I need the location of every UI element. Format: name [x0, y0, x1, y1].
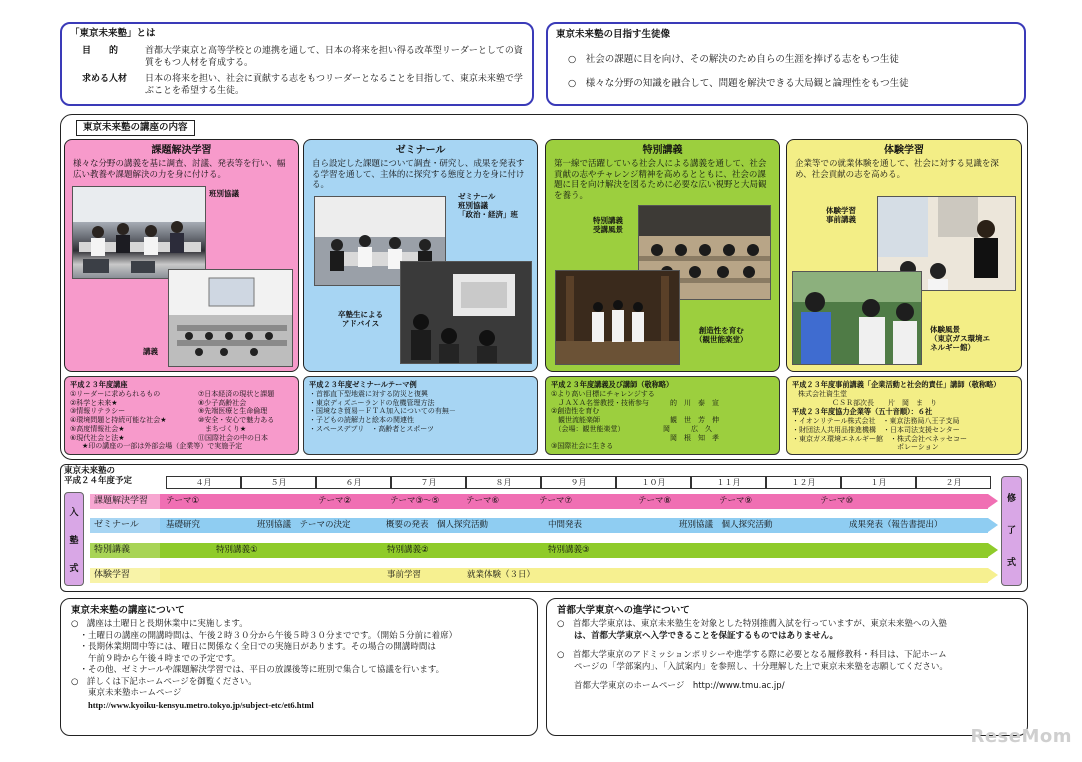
seminar-outline-presentation: 概要の発表 個人探究活動 [386, 520, 489, 530]
tmu-admission-line-1: ○ 首都大学東京は、東京未来塾生を対象とした特別推薦入試を行っていますが、東京未来塾への入塾 [557, 619, 947, 630]
tokubetsu-lecture-3-schedule: 特別講義③ [548, 545, 590, 555]
month-feb: ２月 [916, 476, 991, 489]
kadai-theme-8: テーマ⑧ [638, 496, 672, 506]
kadai-course-7: ⑦日本経済の現状と課題 [198, 389, 275, 398]
tokubetsu-lecture-2-lecturer-1: 観世流能楽師 観 世 芳 伸 [551, 416, 719, 424]
entry-ceremony-label [64, 492, 84, 586]
purpose-label: 目 的 [82, 46, 119, 56]
kadai-sub-title: 平成２３年度講座 [70, 380, 128, 389]
kadai-theme-2: テーマ② [318, 496, 352, 506]
seminar-basic-research: 基礎研究 [166, 520, 201, 530]
tmu-homepage-link[interactable]: 首都大学東京のホームページ http://www.tmu.ac.jp/ [557, 681, 785, 692]
kadai-photo-2 [168, 269, 293, 367]
course-info-line-1: ○ 講座は土曜日と長期休業中に実施します。 [71, 619, 248, 630]
tmu-admission-line-2: は、首都大学東京へ入学できることを保証するものではありません。 [557, 630, 839, 641]
tokubetsu-caption-1-line1: 特別講義 [593, 216, 623, 225]
seminar-caption-2-line1: 卒塾生による [338, 310, 383, 319]
tokubetsu-caption-2-line1: 創造性を育む [698, 326, 744, 335]
tokubetsu-title: 特別講義 [642, 145, 683, 156]
taiken-subbox [786, 376, 1022, 455]
tokubetsu-lecture-1: ①より高い目標にチャレンジする [551, 389, 655, 398]
kadai-desc: 様々な分野の講義を基に調査、討議、発表等を行い、幅広い教養や課題解決の力を身に付ける。 [73, 159, 286, 180]
kadai-course-2: ②科学と未来★ [70, 398, 118, 407]
schedule-title [64, 466, 132, 486]
kadai-sub-note: ★印の講座の一部は外部会場（企業等）で実施予定 [82, 442, 243, 451]
kadai-course-10: ⑩安全・安心で魅力ある [198, 416, 275, 424]
kadai-title: 課題解決学習 [151, 145, 212, 156]
kadai-theme-10: テーマ⑩ [820, 496, 854, 506]
kadai-course-10b: まちづくり★ [198, 424, 247, 433]
month-sep: ９月 [541, 476, 616, 489]
seminar-photo-2-presentation [401, 262, 532, 364]
seminar-caption-1-line3: 「政治・経済」班 [458, 210, 518, 219]
row-label-taiken: 体験学習 [90, 568, 160, 583]
tokubetsu-caption-2-line2: （観世能楽堂） [695, 335, 748, 344]
kadai-timeline-bar [160, 494, 988, 509]
seminar-midterm: 中間発表 [548, 520, 583, 530]
kadai-course-5: ⑤高度情報社会★ [70, 424, 125, 433]
ideal-item-1: ○ 社会の課題に目を向け、その解決のため自らの生涯を捧げる志をもつ生徒 [568, 54, 899, 65]
tmu-admission-line-3: ○ 首都大学東京のアドミッションポリシーや進学する際に必要となる履修教科・科目は、下記ホーム [557, 650, 947, 661]
kadai-course-8: ⑧少子高齢社会 [198, 398, 247, 407]
schedule-title-line2: 平成２４年度予定 [64, 476, 133, 487]
kadai-theme-3-5: テーマ③～⑤ [390, 496, 440, 506]
tokubetsu-lecture-2-lecturer-3: 岡 根 知 孝 [551, 433, 719, 442]
talent-text: 日本の将来を担い、社会に貢献する志をもつリーダーとなることを目指して、東京未来塾で学ぶことを希望する生徒。 [145, 74, 523, 96]
kadai-photo-1-figures [73, 187, 206, 279]
taiken-pre-study: 事前学習 [387, 570, 422, 580]
month-oct: １０月 [616, 476, 691, 489]
tokubetsu-lecture-2-lecturer-2: （会場：観世能楽堂） 岡 広 久 [551, 424, 712, 433]
taiken-sub-lecturer: ＣＳＲ部次長 片 岡 ま り [832, 398, 937, 407]
seminar-caption-1-line2: 班別協議 [458, 201, 488, 210]
schedule-title-line1: 東京未来塾の [64, 466, 116, 476]
tokubetsu-caption-1-line2: 受講風景 [593, 225, 623, 234]
tokubetsu-caption-1 [593, 216, 623, 234]
month-apr: ４月 [166, 476, 241, 489]
taiken-title: 体験学習 [884, 145, 924, 156]
kadai-photo-2-classroom [169, 270, 293, 367]
talent-label: 求める人材 [82, 74, 128, 84]
kadai-theme-6: テーマ⑥ [466, 496, 500, 506]
taiken-caption-1-line2: 事前講義 [826, 215, 856, 224]
seminar-theme-1: ・首都直下型地震に対する防災と復興 [309, 389, 428, 398]
entry-char-1: 入 [69, 508, 79, 518]
course-info-line-3: ・長期休業期間中等には、曜日に関係なく全日での実施日があります。その場合の開講時間は [71, 642, 436, 653]
completion-ceremony-label [1001, 476, 1022, 586]
seminar-theme-3: ・国境なき貿易－ＦＴＡ加入についての有無－ [309, 407, 456, 416]
month-nov: １１月 [691, 476, 766, 489]
kadai-course-3: ③情報リテラシー [70, 407, 126, 416]
tokubetsu-lecture-1-schedule: 特別講義① [216, 545, 258, 555]
kadai-theme-9: テーマ⑨ [719, 496, 753, 506]
taiken-caption-1-line1: 体験学習 [826, 206, 856, 215]
tokubetsu-sub-title: 平成２３年度講義及び講師（敬称略） [551, 380, 674, 389]
row-label-seminar: ゼミナール [90, 518, 160, 533]
tokubetsu-subbox [545, 376, 780, 455]
seminar-sub-title: 平成２３年度ゼミナールテーマ例 [309, 380, 417, 389]
tokubetsu-photo-2 [555, 270, 680, 365]
month-jun: ６月 [316, 476, 391, 489]
kadai-caption-2: 講義 [143, 347, 158, 356]
seminar-theme-decision: 班別協議 テーマの決定 [257, 520, 351, 530]
month-may: ５月 [241, 476, 316, 489]
seminar-theme-4: ・子どもの読解力と絵本の関連性 [309, 416, 414, 424]
seminar-subbox [303, 376, 538, 455]
month-jul: ７月 [391, 476, 466, 489]
month-aug: ８月 [466, 476, 541, 489]
tmu-admission-title: 首都大学東京への進学について [557, 605, 690, 616]
taiken-caption-2 [930, 325, 990, 352]
ideal-student-title: 東京未来塾の目指す生徒像 [556, 29, 671, 40]
taiken-photo-2 [792, 271, 922, 365]
taiken-photo-2-activity [793, 272, 922, 365]
taiken-company-2: ・財団法人共用品推進機構 ・日本司法支援センター [792, 425, 960, 434]
taiken-company-4: ポレーション [792, 443, 939, 452]
tokubetsu-lecture-2: ②創造性を育む [551, 407, 600, 416]
course-info-line-4: 午前９時から午後４時までの予定です。 [71, 653, 241, 664]
taiken-company-3: ・東京ガス環境エネルギー館 ・株式会社ベネッセコー [792, 434, 967, 443]
taiken-desc: 企業等での就業体験を通して、社会に対する見識を深め、社会貢献の志を高める。 [795, 159, 999, 180]
course-info-box [60, 598, 538, 736]
seminar-theme-5: ・スペースデブリ ・高齢者とスポーツ [309, 424, 434, 433]
entry-char-3: 式 [69, 564, 79, 574]
course-info-title: 東京未来塾の講座について [71, 605, 185, 616]
seminar-caption-1 [458, 192, 518, 219]
kadai-theme-7: テーマ⑦ [539, 496, 573, 506]
kadai-photo-1 [72, 186, 206, 279]
kadai-course-11: ⑪国際社会の中の日本 [198, 433, 268, 442]
about-box [60, 22, 534, 106]
resemom-logo: ReseMom [970, 725, 1072, 747]
seminar-desc: 自ら設定した課題について調査・研究し、成果を発表する学習を通して、主体的に探究する態度と力を身に付ける。 [312, 159, 525, 191]
taiken-sub-company: 株式会社資生堂 [798, 389, 847, 398]
course-info-line-2: ・土曜日の講座の開講時間は、午後２時３０分から午後５時３０分までです。（開始５分前に着席） [71, 630, 458, 641]
row-label-kadai: 課題解決学習 [90, 494, 160, 509]
course-info-line-7: 東京未来塾ホームページ [71, 688, 182, 699]
taiken-caption-2-line3: ネルギー館） [930, 343, 975, 352]
seminar-caption-2 [338, 310, 383, 328]
tokubetsu-caption-2 [695, 326, 748, 344]
taiken-company-1: ・イオンリテール株式会社 ・東京法務局八王子支局 [792, 417, 960, 425]
row-label-tokubetsu: 特別講義 [90, 543, 160, 558]
exit-char-2: 了 [1006, 526, 1016, 536]
taiken-caption-2-line1: 体験風景 [930, 325, 960, 334]
exit-char-3: 式 [1006, 558, 1016, 568]
taiken-caption-2-line2: （東京ガス環境エ [930, 334, 990, 343]
taiken-timeline-bar [160, 568, 988, 583]
ideal-item-2: ○ 様々な分野の知識を融合して、問題を解決できる大局観と論理性をもつ生徒 [568, 78, 909, 89]
taiken-sub-title: 平成２３年度事前講義「企業活動と社会的責任」講師（敬称略） [792, 380, 1001, 389]
course-info-line-5: ・その他、ゼミナールや課題解決学習では、平日の放課後等に班別で集合して協議を行います。 [71, 665, 445, 676]
kadai-subbox [64, 376, 299, 455]
seminar-final-presentation: 成果発表（報告書提出） [849, 520, 943, 530]
courses-section-title: 東京未来塾の講座の内容 [76, 120, 195, 136]
kadai-course-4: ④環境問題と持続可能な社会★ [70, 416, 167, 424]
kadai-course-1: ①リーダーに求められるもの [70, 389, 161, 398]
taiken-caption-1 [826, 206, 856, 224]
seminar-theme-2: ・東京ディズニーランドの危機管理方法 [309, 398, 435, 407]
seminar-caption-2-line2: アドバイス [341, 319, 380, 328]
kadai-theme-1: テーマ① [166, 496, 200, 506]
taiken-sub-title2: 平成２３年度協力企業等（五十音順）：６社 [792, 407, 933, 417]
purpose-text: 首都大学東京と高等学校との連携を通して、日本の将来を担い得る改革型リーダーとしての資質をもつ人材を育成する。 [145, 46, 523, 68]
entry-char-2: 塾 [69, 536, 79, 546]
month-dec: １２月 [766, 476, 841, 489]
seminar-caption-1-line1: ゼミナール [458, 192, 496, 201]
ideal-student-box [546, 22, 1026, 106]
tokubetsu-lecture-2-schedule: 特別講義② [387, 545, 429, 555]
tmu-admission-box [546, 598, 1028, 736]
tokubetsu-photo-2-noh-stage [556, 271, 680, 365]
course-info-url[interactable]: http://www.kyoiku-kensyu.metro.tokyo.jp/subject-etc/et6.html [71, 699, 314, 710]
seminar-title: ゼミナール [395, 145, 446, 156]
course-info-line-6: ○ 詳しくは下記ホームページを御覧ください。 [71, 676, 257, 687]
kadai-course-9: ⑨先端医療と生命倫理 [198, 407, 268, 416]
about-title: 「東京未来塾」とは [70, 28, 156, 39]
tokubetsu-lecture-1-lecturer: ＪＡＸＡ名誉教授・技術参与 的 川 泰 宣 [551, 398, 719, 407]
kadai-course-6: ⑥現代社会と法★ [70, 433, 125, 442]
seminar-photo-2 [400, 261, 532, 364]
seminar-group-inquiry: 班別協議 個人探究活動 [679, 520, 773, 530]
exit-char-1: 修 [1006, 494, 1016, 504]
kadai-caption-1: 班別協議 [209, 189, 239, 198]
taiken-work-experience: 就業体験（３日） [467, 570, 536, 580]
tokubetsu-lecture-3: ③国際社会に生きる [551, 442, 614, 451]
month-jan: １月 [841, 476, 916, 489]
tmu-admission-line-4: ページの「学部案内」、「入試案内」を参照し、十分理解した上で東京未来塾を志願してください。 [557, 661, 948, 672]
tokubetsu-desc: 第一線で活躍している社会人による講義を通して、社会貢献の志やチャレンジ精神を高めるとともに、社会の課題に目を向け解決を図るために必要な広い視野と大局観を養う。 [554, 159, 767, 201]
